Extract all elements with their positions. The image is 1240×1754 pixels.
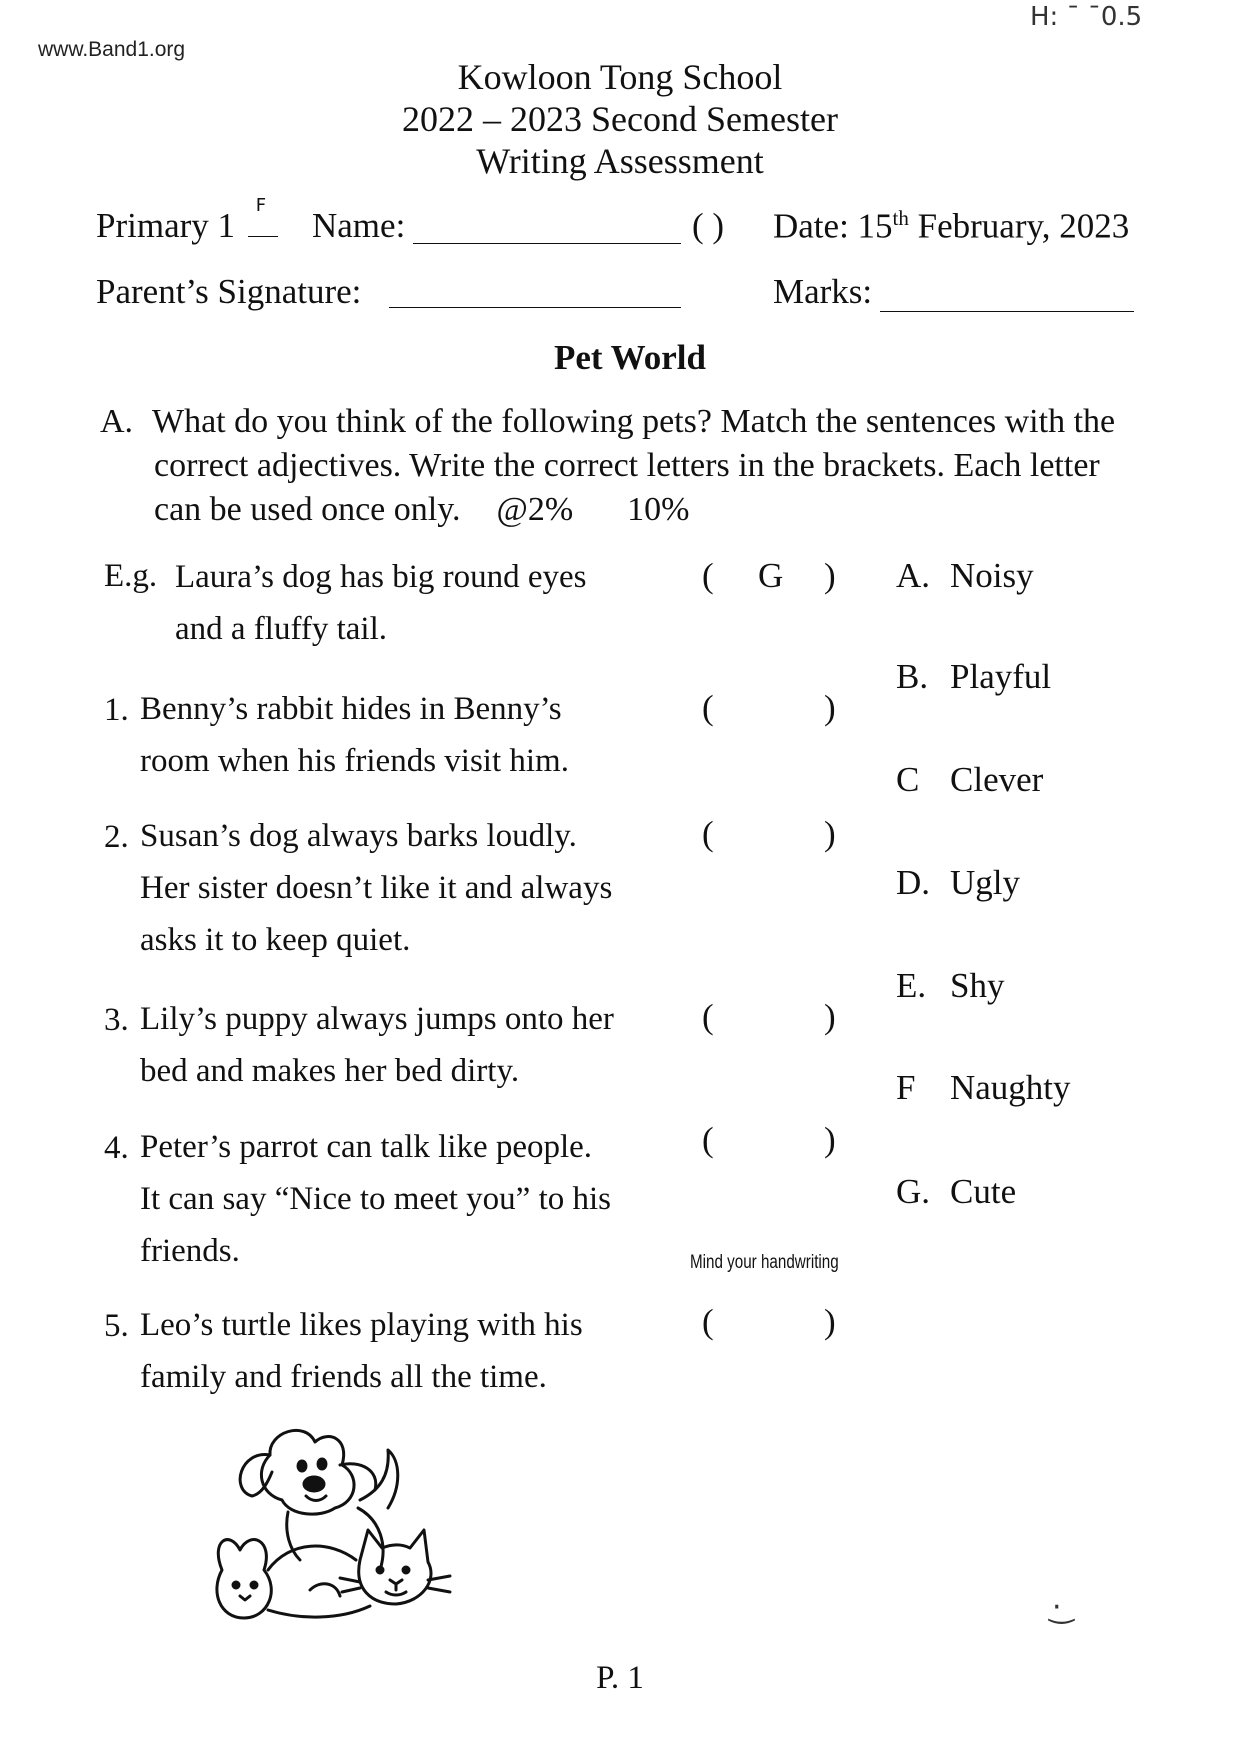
option-d: [896, 863, 1020, 903]
dog-nose: [304, 1477, 324, 1491]
dog-eye-right: [318, 1459, 326, 1469]
question-3-line-1: Lily’s puppy always jumps onto her: [140, 1001, 614, 1037]
option-d-letter: D.: [896, 863, 931, 902]
question-1-line-1: Benny’s rabbit hides in Benny’s: [140, 691, 562, 727]
bunny-mouth: [240, 1596, 250, 1600]
dog-head-outline: [261, 1430, 354, 1514]
question-3-number: 3.: [104, 1002, 129, 1038]
date-superscript: th: [892, 206, 909, 230]
question-4-text: [140, 1121, 611, 1277]
option-g-letter: G.: [896, 1172, 931, 1211]
example-line-2: and a fluffy tail.: [175, 611, 387, 647]
option-c-letter: C: [896, 760, 920, 799]
question-2-bracket-open: (: [702, 814, 714, 853]
stray-mark: ·͜: [1052, 1590, 1062, 1625]
dog-eye-left: [298, 1461, 306, 1471]
date-field: [773, 206, 1129, 247]
question-5-line-1: Leo’s turtle likes playing with his: [140, 1307, 583, 1343]
class-field: [96, 195, 278, 246]
example-answer: G: [758, 556, 784, 595]
instruction-letter: A.: [100, 403, 134, 440]
option-e-letter: E.: [896, 966, 927, 1005]
bunny-head-outline: [217, 1540, 271, 1618]
cat-eye-right: [403, 1567, 409, 1573]
school-name: Kowloon Tong School: [457, 57, 783, 97]
name-blank[interactable]: [413, 214, 681, 244]
marks-blank[interactable]: [880, 282, 1134, 312]
marks-label: Marks:: [773, 272, 873, 311]
option-b: [896, 657, 1051, 697]
question-2-bracket-close: ): [824, 814, 836, 853]
handwriting-note: Mind your handwriting: [690, 1252, 839, 1273]
question-5-line-2: family and friends all the time.: [140, 1359, 547, 1395]
class-label: Primary 1: [96, 206, 236, 245]
question-3-answer-space[interactable]: [728, 997, 818, 1041]
question-1-line-2: room when his friends visit him.: [140, 743, 569, 779]
option-b-word: Playful: [950, 657, 1052, 696]
question-1-number: 1.: [104, 692, 129, 728]
instruction-block: [100, 400, 1160, 532]
dog-body: [287, 1508, 383, 1570]
option-a: [896, 556, 1034, 596]
instruction-weight: @2%: [496, 491, 574, 528]
question-1-bracket-open: (: [702, 688, 714, 727]
paw: [310, 1584, 340, 1596]
example-text: [175, 551, 587, 655]
question-2-answer-space[interactable]: [728, 814, 818, 858]
instruction-line-3: [100, 488, 1160, 532]
option-f-letter: F: [896, 1068, 916, 1107]
date-value: February, 2023: [908, 206, 1130, 246]
class-value: F: [255, 195, 267, 216]
question-4-number: 4.: [104, 1130, 129, 1166]
bunny-eye-right: [251, 1582, 257, 1588]
option-e: [896, 966, 1004, 1006]
question-4-answer-space[interactable]: [728, 1120, 818, 1164]
class-blank[interactable]: [248, 195, 278, 237]
option-d-word: Ugly: [950, 863, 1020, 902]
cat-head-outline: [359, 1530, 431, 1604]
question-5-bracket-open: (: [702, 1302, 714, 1341]
question-1-answer-space[interactable]: [728, 688, 818, 732]
instruction-line-1: What do you think of the following pets? Match the sentences with the: [152, 403, 1116, 440]
option-b-letter: B.: [896, 657, 929, 696]
handwritten-score: H: ¯ ¯0.5: [1030, 2, 1143, 32]
instruction-total: 10%: [627, 491, 690, 528]
example-line-1: Laura’s dog has big round eyes: [175, 559, 587, 595]
option-a-letter: A.: [896, 556, 931, 595]
dog-mouth: [306, 1496, 326, 1501]
question-4-bracket-close: ): [824, 1120, 836, 1159]
cat-eye-left: [377, 1567, 383, 1573]
question-2-line-2: Her sister doesn’t like it and always: [140, 870, 613, 906]
option-f: [896, 1068, 1071, 1108]
example-bracket-close: ): [824, 556, 836, 595]
name-label: Name:: [312, 206, 406, 245]
bunny-eye-left: [233, 1582, 239, 1588]
pets-illustration: [210, 1420, 470, 1630]
question-4-bracket-open: (: [702, 1120, 714, 1159]
option-g-word: Cute: [950, 1172, 1017, 1211]
option-e-word: Shy: [950, 966, 1005, 1005]
question-5-bracket-close: ): [824, 1302, 836, 1341]
question-1-bracket-close: ): [824, 688, 836, 727]
dog-tail: [360, 1450, 398, 1508]
question-3-bracket-open: (: [702, 997, 714, 1036]
question-2-line-1: Susan’s dog always barks loudly.: [140, 818, 577, 854]
semester-title: 2022 – 2023 Second Semester: [402, 99, 838, 139]
question-2-number: 2.: [104, 819, 129, 855]
option-f-word: Naughty: [950, 1068, 1071, 1107]
option-c: [896, 760, 1043, 800]
question-5-number: 5.: [104, 1308, 129, 1344]
question-3-bracket-close: ): [824, 997, 836, 1036]
question-2-line-3: asks it to keep quiet.: [140, 922, 411, 958]
option-c-word: Clever: [950, 760, 1044, 799]
example-bracket-open: (: [702, 556, 714, 595]
assessment-title: Writing Assessment: [476, 141, 764, 181]
date-label: Date: 15: [773, 206, 893, 246]
example-label: E.g.: [104, 558, 158, 594]
question-2-text: [140, 810, 612, 966]
page-number: P. 1: [596, 1660, 644, 1696]
section-title: Pet World: [554, 338, 706, 377]
question-5-answer-space[interactable]: [728, 1302, 818, 1346]
option-g: [896, 1172, 1016, 1212]
question-4-line-1: Peter’s parrot can talk like people.: [140, 1129, 593, 1165]
question-3-line-2: bed and makes her bed dirty.: [140, 1053, 520, 1089]
watermark-text: www.Band1.org: [38, 38, 186, 61]
signature-blank[interactable]: [389, 278, 681, 308]
question-4-line-2: It can say “Nice to meet you” to his: [140, 1181, 612, 1217]
question-3-text: [140, 993, 614, 1097]
instruction-line-3-text: can be used once only.: [154, 491, 461, 528]
signature-label: Parent’s Signature:: [96, 272, 362, 311]
instruction-line-2: correct adjectives. Write the correct letters in the brackets. Each letter: [154, 447, 1100, 484]
option-a-word: Noisy: [950, 556, 1034, 595]
class-number-brackets[interactable]: ( ): [692, 206, 725, 245]
question-4-line-3: friends.: [140, 1233, 240, 1269]
question-5-text: [140, 1299, 583, 1403]
cat-face: [386, 1580, 406, 1595]
question-1-text: [140, 683, 569, 787]
